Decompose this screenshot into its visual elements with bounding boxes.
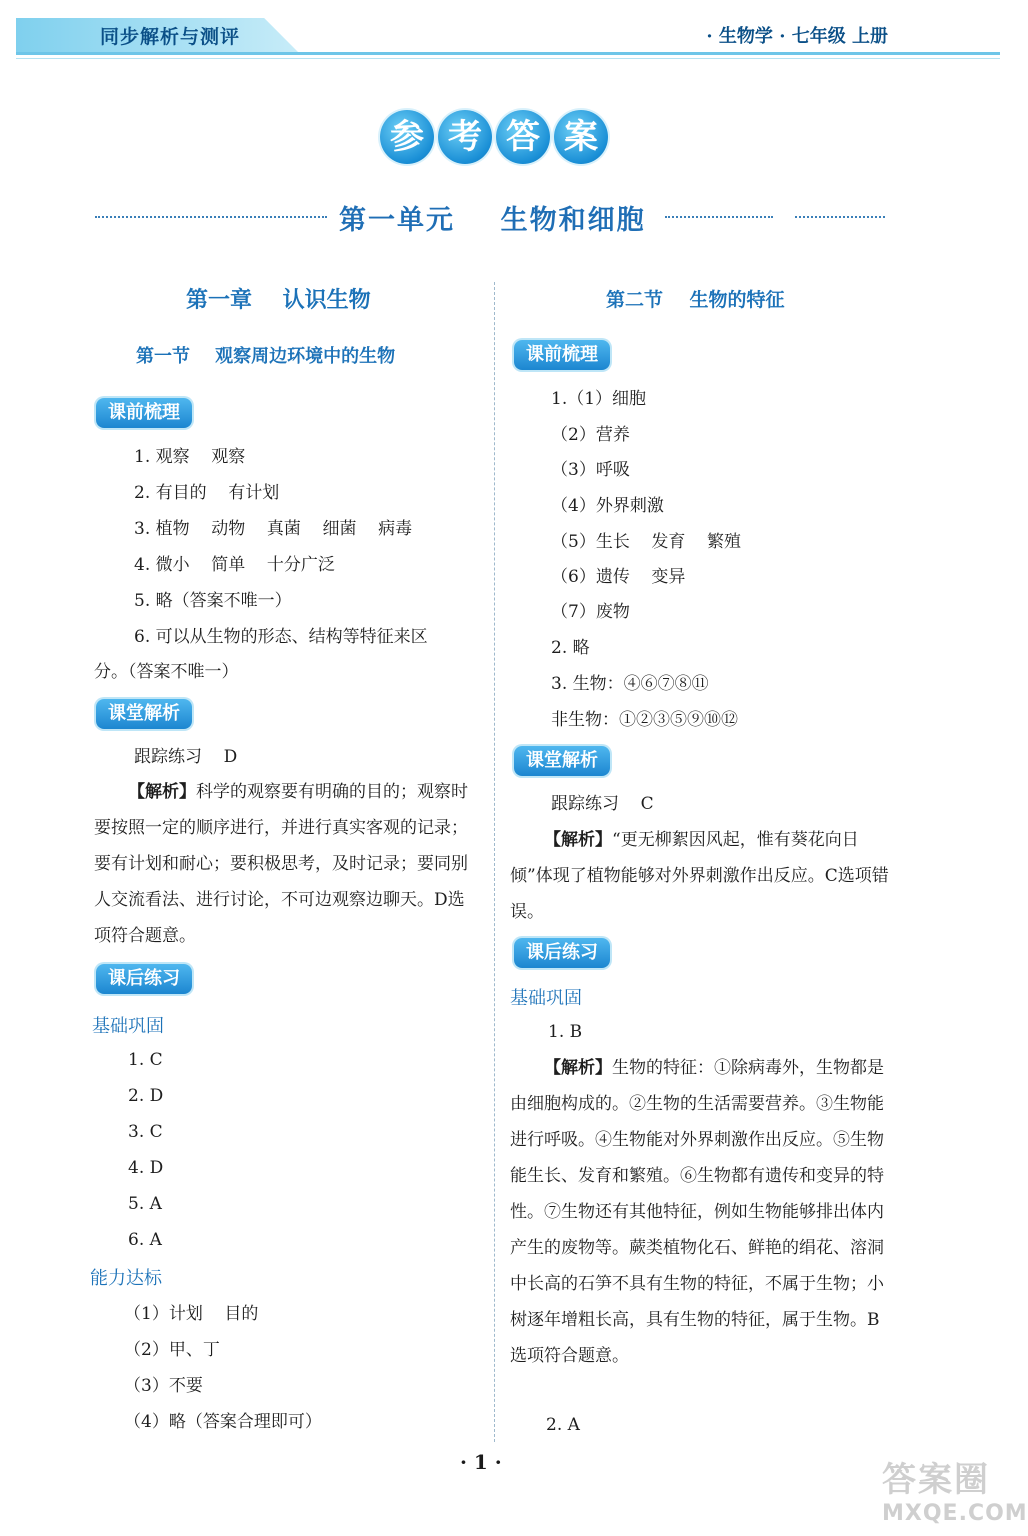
badge-after-class: 课后练习 [96, 964, 192, 994]
title-char: 参 [380, 110, 434, 164]
title-char: 考 [438, 110, 492, 164]
series-title: 同步解析与测评 [100, 26, 241, 48]
analysis-paragraph [94, 774, 474, 954]
list-item: （2）营养 [551, 425, 630, 445]
chapter-title: 第一章 认识生物 [186, 288, 371, 313]
analysis-text: “更无柳絮因风起，惟有葵花向日倾”体现了植物能够对外界刺激作出反应。C选项错误。 [510, 830, 889, 922]
answer-title [380, 110, 610, 162]
title-char: 案 [554, 110, 608, 164]
answer-item: （1）计划 目的 [124, 1304, 259, 1324]
watermark [882, 1452, 1028, 1530]
list-item: 5. 略（答案不唯一） [134, 591, 292, 611]
answer-item: （3）不要 [124, 1376, 203, 1396]
badge-pre-class-right: 课前梳理 [514, 340, 610, 370]
list-item: 2. 略 [551, 638, 590, 658]
badge-pre-class: 课前梳理 [96, 398, 192, 428]
dotted-rule-right-2 [795, 216, 885, 218]
analysis-paragraph [510, 822, 890, 930]
answer-item: 3. C [128, 1122, 163, 1142]
unit-title: 第一单元 生物和细胞 [339, 205, 646, 236]
answer-item: （2）甲、丁 [124, 1340, 220, 1360]
page-number: · 1 · [460, 1450, 502, 1474]
analysis-label: 【解析】 [544, 1058, 612, 1078]
dotted-rule-left [95, 216, 327, 218]
badge-in-class-right: 课堂解析 [514, 746, 610, 776]
watermark-bottom: MXQE.COM [882, 1501, 1028, 1526]
header-rule-thin [16, 58, 1000, 59]
analysis-paragraph [510, 1050, 890, 1374]
list-item: 3. 生物：④⑥⑦⑧⑪ [551, 674, 709, 694]
answer-item: 1. C [128, 1050, 163, 1070]
analysis-text: 生物的特征：①除病毒外，生物都是由细胞构成的。②生物的生活需要营养。③生物能进行呼吸。④生物能对外界刺激作出反应。⑤生物能生长、发育和繁殖。⑥生物都有遗传和变异的特性。⑦生物还有其他特征，例如生物能够排出体内产生的废物等。蕨类植物化石、鲜艳的绢花、溶洞中长高的石笋不具有生物的特征，不属于生物；小树逐年增粗长高，具有生物的特征，属于生物。B选项符合题意。 [510, 1058, 884, 1366]
answer-item: 6. A [128, 1230, 162, 1250]
answer-item: 4. D [128, 1158, 164, 1178]
list-item: 非生物：①②③⑤⑨⑩⑫ [551, 710, 738, 730]
list-item: 3. 植物 动物 真菌 细菌 病毒 [134, 519, 413, 539]
header-rule [16, 52, 1000, 55]
badge-after-class-right: 课后练习 [514, 938, 610, 968]
answer-item: 2. D [128, 1086, 164, 1106]
section-title: 第一节 观察周边环境中的生物 [136, 346, 396, 367]
track-exercise: 跟踪练习 C [551, 794, 654, 814]
dotted-rule-right [665, 216, 773, 218]
answer-item: 1. B [548, 1022, 583, 1042]
analysis-label: 【解析】 [544, 830, 612, 850]
answer-item: 2. A [546, 1415, 580, 1435]
basic-label: 基础巩固 [92, 1016, 164, 1037]
list-item: 分。（答案不唯一） [94, 662, 239, 682]
ability-label: 能力达标 [90, 1268, 162, 1289]
answer-item: 5. A [128, 1194, 162, 1214]
list-item: 1.（1）细胞 [551, 389, 647, 409]
list-item: （6）遗传 变异 [551, 567, 686, 587]
list-item: （7）废物 [551, 602, 630, 622]
track-exercise: 跟踪练习 D [134, 747, 238, 767]
list-item: 6. 可以从生物的形态、结构等特征来区 [134, 627, 428, 647]
list-item: （3）呼吸 [551, 460, 630, 480]
section-title-right: 第二节 生物的特征 [606, 289, 785, 311]
title-char: 答 [496, 110, 550, 164]
list-item: （5）生长 发育 繁殖 [551, 532, 742, 552]
subject-info: · 生物学 · 七年级 上册 [706, 26, 888, 47]
answer-item: （4）略（答案合理即可） [124, 1412, 322, 1432]
analysis-text: 科学的观察要有明确的目的；观察时要按照一定的顺序进行，并进行真实客观的记录；要有计划和耐心；要积极思考，及时记录；要同别人交流看法、进行讨论，不可边观察边聊天。D选项符合题意。 [94, 782, 468, 946]
list-item: （4）外界刺激 [551, 496, 664, 516]
page-header [16, 18, 1000, 60]
analysis-label: 【解析】 [128, 782, 196, 802]
watermark-top: 答案圈 [882, 1460, 990, 1500]
list-item: 4. 微小 简单 十分广泛 [134, 555, 335, 575]
list-item: 2. 有目的 有计划 [134, 483, 280, 503]
list-item: 1. 观察 观察 [134, 447, 246, 467]
badge-in-class: 课堂解析 [96, 699, 192, 729]
basic-label: 基础巩固 [510, 988, 582, 1009]
unit-heading [95, 196, 885, 236]
column-divider [494, 282, 495, 1442]
